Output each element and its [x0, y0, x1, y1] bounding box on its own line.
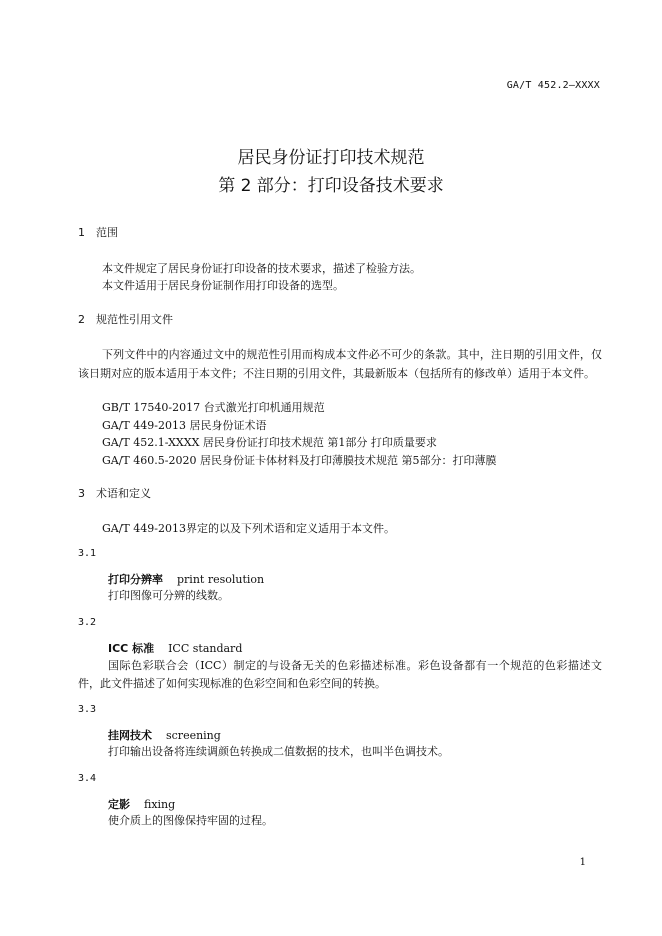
term-definition: 国际色彩联合会（ICC）制定的与设备无关的色彩描述标准。彩色设备都有一个规范的色彩描述文件，此文件描述了如何实现标准的色彩空间和色彩空间的转换。: [78, 659, 602, 690]
section-heading-normative-references: [78, 313, 173, 327]
term-entry: [108, 572, 264, 588]
term-number: 3.1: [78, 548, 97, 559]
reference-item: GA/T 452.1-XXXX 居民身份证打印技术规范 第1部分 打印质量要求: [102, 436, 437, 449]
term-chinese: 挂网技术: [108, 729, 152, 742]
paragraph: 本文件规定了居民身份证打印设备的技术要求，描述了检验方法。: [102, 262, 421, 275]
paragraph: GA/T 449-2013界定的以及下列术语和定义适用于本文件。: [102, 522, 395, 535]
term-english: fixing: [144, 798, 176, 811]
term-chinese: ICC 标准: [108, 642, 155, 655]
section-number: 1: [78, 226, 85, 239]
page-number: 1: [579, 857, 586, 868]
term-entry: [108, 728, 221, 744]
term-number: 3.4: [78, 773, 97, 784]
term-definition: 打印输出设备将连续调颜色转换成二值数据的技术，也叫半色调技术。: [108, 745, 449, 758]
section-title: 术语和定义: [96, 487, 151, 500]
term-chinese: 定影: [108, 798, 130, 811]
document-code: GA/T 452.2—XXXX: [506, 80, 600, 91]
reference-item: GA/T 449-2013 居民身份证术语: [102, 419, 267, 432]
section-number: 3: [78, 487, 85, 500]
paragraph: 本文件适用于居民身份证制作用打印设备的选型。: [102, 279, 344, 292]
term-english: print resolution: [177, 573, 265, 586]
term-number: 3.3: [78, 704, 97, 715]
term-definition: 使介质上的图像保持牢固的过程。: [108, 814, 273, 827]
section-heading-terms: [78, 487, 151, 501]
term-number: 3.2: [78, 617, 97, 628]
section-title: 规范性引用文件: [96, 313, 173, 326]
reference-item: GB/T 17540-2017 台式激光打印机通用规范: [102, 401, 325, 414]
document-title: 居民身份证打印技术规范: [237, 148, 425, 168]
term-chinese: 打印分辨率: [108, 573, 163, 586]
title-block: [0, 144, 662, 200]
term-english: screening: [166, 729, 221, 742]
paragraph: 下列文件中的内容通过文中的规范性引用而构成本文件必不可少的条款。其中，注日期的引用文件，仅该日期对应的版本适用于本文件；不注日期的引用文件，其最新版本（包括所有的修改单）适用于本文件。: [78, 348, 602, 380]
section-heading-scope: [78, 226, 118, 240]
term-entry: [108, 797, 175, 813]
document-subtitle: 第 2 部分：打印设备技术要求: [218, 176, 444, 196]
term-entry: [108, 641, 242, 657]
section-number: 2: [78, 313, 85, 326]
term-english: ICC standard: [168, 642, 243, 655]
section-title: 范围: [96, 226, 118, 239]
reference-item: GA/T 460.5-2020 居民身份证卡体材料及打印薄膜技术规范 第5部分：打印薄膜: [102, 454, 497, 467]
term-definition: 打印图像可分辨的线数。: [108, 589, 229, 602]
